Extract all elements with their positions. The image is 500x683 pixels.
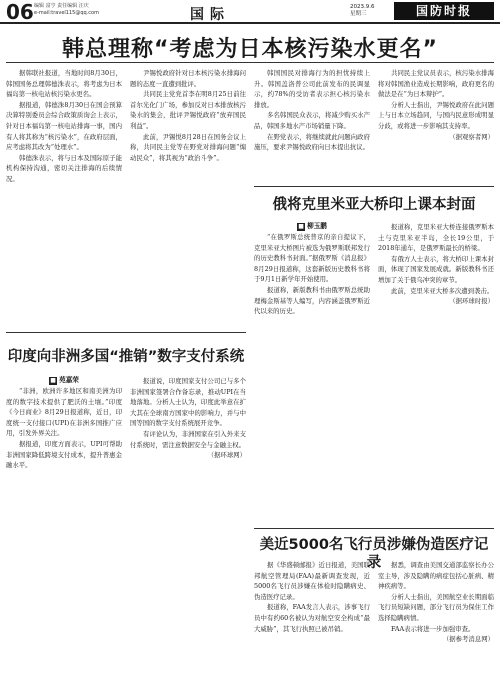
paragraph: 此前，尹锡悦8月28日在国务会议上称，共同民主党等在野党对排海问题“煽动民众”，将其视为“政治斗争”。 xyxy=(130,132,246,162)
weekday: 星期三 xyxy=(350,11,367,17)
article1-column xyxy=(6,68,122,330)
article2-byline xyxy=(6,374,122,385)
paragraph: 有评论认为，非洲国家在引入外来支付系统时，需注意数据安全与金融主权。 xyxy=(130,429,246,449)
article1-column xyxy=(130,68,246,330)
article3-column xyxy=(378,222,494,524)
article2-column xyxy=(6,386,122,678)
article3-byline xyxy=(254,220,370,231)
reporter-icon: ■ xyxy=(298,223,304,230)
reporter-icon: ■ xyxy=(50,377,56,384)
paragraph: 多名韩国民众表示，将减少购买水产品，韩国多地水产市场销量下降。 xyxy=(254,111,370,130)
divider xyxy=(6,62,494,63)
credit: （据环球网） xyxy=(207,451,246,460)
page-number: 06 xyxy=(6,0,34,24)
article4-column xyxy=(254,560,370,678)
paragraph: “在俄罗斯总统普京的亲自提议下，克里米亚大桥图片被选为俄罗斯联邦发行的历史教科书封面。”据俄罗斯《消息报》8月29日报道称，这套新版历史教科书将于9月1日新学年开始使用。 xyxy=(254,233,370,284)
article3-column xyxy=(254,232,370,524)
article3-headline: 俄将克里米亚大桥印上课本封面 xyxy=(272,197,476,213)
article4-headline: 美近5000名飞行员涉嫌伪造医疗记录 xyxy=(259,537,489,571)
paragraph: 分析人士指出，尹锡悦政府在此问题上与日本立场趋同，与国内民意形成明显分歧，或将进一步影响其支持率。 xyxy=(378,100,494,130)
editor-info xyxy=(34,3,99,17)
date-line: 2023.9.6 xyxy=(350,4,375,10)
paragraph: 此前，克里米亚大桥多次遭到袭击。 xyxy=(391,286,494,295)
credit: （据环球时报） xyxy=(449,297,494,306)
article2-column xyxy=(130,376,246,678)
paragraph: 据报道，印度方面表示，UPI可帮助非洲国家降低跨境支付成本，提升普惠金融水平。 xyxy=(6,439,122,470)
paragraph: 共同民主党党首李在明8月25日前往首尔光化门广场，参加反对日本排放核污染水的集会，批评尹锡悦政府“放弃国民利益”。 xyxy=(130,90,246,130)
reporter-name: 柳玉鹏 xyxy=(307,222,327,230)
credit: （据观察者网） xyxy=(449,132,494,141)
paragraph: 据《华盛顿邮报》近日报道，美国联邦航空管理局(FAA)最新调查发现，近5000名飞行员涉嫌在体检时隐瞒病史、伪造医疗记录。 xyxy=(254,561,370,601)
article4-column xyxy=(378,560,494,678)
paragraph: 报道称，新版教科书由俄罗斯总统助理梅金斯基等人编写，内容涵盖俄罗斯近代以来的历史。 xyxy=(254,285,370,316)
divider xyxy=(254,186,494,187)
paragraph: 分析人士指出，美国航空业长期面临飞行员短缺问题，部分飞行员为保住工作选择隐瞒病情。 xyxy=(378,592,494,622)
paragraph: 报道称，FAA发言人表示，涉事飞行员中有约60名被认为对航空安全构成“最大威胁”，其飞行执照已被吊销。 xyxy=(254,603,370,633)
article2-headline: 印度向非洲多国“推销”数字支付系统 xyxy=(7,349,245,365)
paragraph: 据悉，调查由美国交通部监察长办公室主导，涉及隐瞒的病症包括心脏病、精神疾病等。 xyxy=(378,561,494,591)
divider xyxy=(6,332,246,333)
article1-column xyxy=(378,68,494,186)
article1-headline: 韩总理称“考虑为日本核污染水更名” xyxy=(62,37,438,62)
paragraph: FAA表示将进一步加强审查。 xyxy=(391,624,475,633)
section-title: 国际 xyxy=(190,7,230,23)
paragraph: 尹锡悦政府针对日本核污染水排海问题的态度一直遭到批评。 xyxy=(130,69,246,88)
email-line: e-mail:travel115@qq.com xyxy=(34,10,99,16)
reporter-name: 苑嘉荣 xyxy=(59,376,79,384)
divider xyxy=(254,528,494,529)
paragraph: 据报道，韩德洙8月30日在国会预算决算特别委员会综合政策质询会上表示，针对日本福岛第一核电站排海一事，国内有人将其称为“核污染水”，在政府层面，应考虑将其改为“处理水”。 xyxy=(6,100,122,152)
paragraph: 在野党表示，将继续就此问题向政府施压，要求尹锡悦政府向日本提出抗议。 xyxy=(254,132,370,152)
credit: （据参考消息网） xyxy=(442,635,494,644)
paragraph: “非洲，欧洲许多地区和南美洲为印度的数字技术提供了肥沃的土壤。”印度《今日商业》8月29日报道称，近日，印度统一支付接口(UPI)在非洲多国推广应用，引发外界关注。 xyxy=(6,387,122,438)
paragraph: 韩国国民对排海行为的担忧持续上升。韩国盖洛普公司此前发布的民调显示，约78%的受访者表示担心核污染水排放。 xyxy=(254,69,370,109)
paragraph: 共同民主党议员表示，核污染水排海将对韩国渔业造成长期影响，政府更名的做法是在“为日本辩护”。 xyxy=(378,69,494,99)
paragraph: 报道称，克里米亚大桥连接俄罗斯本土与克里米亚半岛，全长19公里，于2018年通车，是俄罗斯最长的桥梁。 xyxy=(378,223,494,253)
page-header xyxy=(0,0,500,24)
paragraph: 韩德洙表示，将与日本及国际原子能机构保持沟通，密切关注排海的后续情况。 xyxy=(6,153,122,183)
paragraph: 据韩联社报道，当地时间8月30日，韩国国务总理韩德洙表示，将考虑为日本福岛第一核电站核污染水更名。 xyxy=(6,69,122,99)
editor-line: 编辑 富亨 责任编辑 汪庆 xyxy=(34,3,89,9)
date-info xyxy=(350,4,375,18)
paragraph: 报道说，印度国家支付公司已与多个非洲国家签署合作备忘录，推动UPI在当地落地。分析人士认为，印度此举意在扩大其在全球南方国家中的影响力，并与中国等国的数字支付系统展开竞争。 xyxy=(130,377,246,428)
masthead-logo: 国防时报 xyxy=(394,2,494,20)
paragraph: 有俄方人士表示，将大桥印上课本封面，体现了国家发展成就。新版教科书还增加了关于俄乌冲突的章节。 xyxy=(378,254,494,284)
article1-column xyxy=(254,68,370,178)
